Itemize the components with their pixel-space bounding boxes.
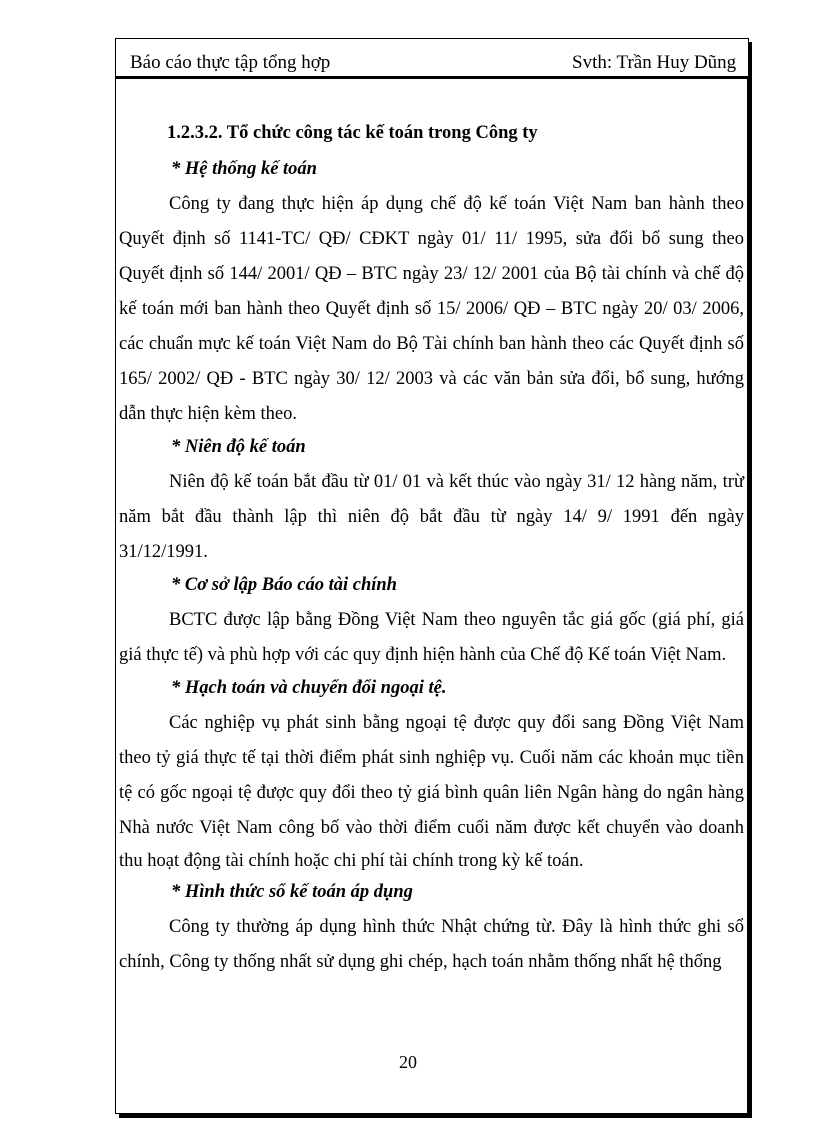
section-heading: * Hạch toán và chuyển đổi ngoại tệ. xyxy=(171,678,447,698)
paragraph-line: 165/ 2002/ QĐ - BTC ngày 30/ 12/ 2003 và các văn bản sửa đổi, bổ sung, hướng xyxy=(119,369,744,389)
header-report-title: Báo cáo thực tập tổng hợp xyxy=(130,52,331,73)
page-number: 20 xyxy=(399,1052,417,1072)
paragraph-line: chính, Công ty thống nhất sử dụng ghi chép, hạch toán nhằm thống nhất hệ thống xyxy=(119,952,722,972)
paragraph-line: năm bắt đầu thành lập thì niên độ bắt đầu từ ngày 14/ 9/ 1991 đến ngày xyxy=(119,507,744,527)
paragraph-line: giá thực tế) và phù hợp với các quy định hiện hành của Chế độ Kế toán Việt Nam. xyxy=(119,645,727,665)
paragraph-line: theo tỷ giá thực tế tại thời điểm phát sinh nghiệp vụ. Cuối năm các khoản mục tiền xyxy=(119,748,744,768)
paragraph-line: Công ty thường áp dụng hình thức Nhật chứng từ. Đây là hình thức ghi sổ xyxy=(169,917,744,937)
paragraph-line: tệ có gốc ngoại tệ được quy đổi theo tỷ giá bình quân liên Ngân hàng do ngân hàng xyxy=(119,783,744,803)
header-student-name: Svth: Trần Huy Dũng xyxy=(572,52,737,73)
paragraph-line: kế toán mới ban hành theo Quyết định số 15/ 2006/ QĐ – BTC ngày 20/ 03/ 2006, xyxy=(119,299,744,319)
page-frame-shadow-bottom xyxy=(119,1114,752,1118)
section-title: 1.2.3.2. Tổ chức công tác kế toán trong Công ty xyxy=(167,123,538,143)
paragraph-line: dẫn thực hiện kèm theo. xyxy=(119,404,298,424)
paragraph-line: Các nghiệp vụ phát sinh bằng ngoại tệ được quy đổi sang Đồng Việt Nam xyxy=(169,713,744,733)
paragraph-line: Niên độ kế toán bắt đầu từ 01/ 01 và kết thúc vào ngày 31/ 12 hàng năm, trừ xyxy=(169,472,744,492)
page-frame-left xyxy=(115,76,116,1114)
paragraph-line: BCTC được lập bằng Đồng Việt Nam theo nguyên tắc giá gốc (giá phí, giá xyxy=(169,610,744,630)
section-heading: * Hình thức sổ kế toán áp dụng xyxy=(171,882,413,902)
paragraph-line: Công ty đang thực hiện áp dụng chế độ kế toán Việt Nam ban hành theo xyxy=(169,194,744,214)
header-divider xyxy=(116,76,747,79)
paragraph-line: Quyết định số 1141-TC/ QĐ/ CĐKT ngày 01/ 11/ 1995, sửa đổi bổ sung theo xyxy=(119,229,744,249)
section-heading: * Hệ thống kế toán xyxy=(171,159,317,179)
paragraph-line: thu hoạt động tài chính hoặc chi phí tài chính trong kỳ kế toán. xyxy=(119,851,584,871)
section-heading: * Niên độ kế toán xyxy=(171,437,306,457)
section-heading: * Cơ sở lập Báo cáo tài chính xyxy=(171,575,397,595)
paragraph-line: 31/12/1991. xyxy=(119,542,208,562)
page-frame-shadow-right xyxy=(748,42,752,1117)
paragraph-line: các chuẩn mực kế toán Việt Nam do Bộ Tài chính ban hành theo các Quyết định số xyxy=(119,334,744,354)
paragraph-line: Nhà nước Việt Nam công bố vào thời điểm cuối năm được kết chuyển vào doanh xyxy=(119,818,744,838)
paragraph-line: Quyết định số 144/ 2001/ QĐ – BTC ngày 23/ 12/ 2001 của Bộ tài chính và chế độ xyxy=(119,264,744,284)
